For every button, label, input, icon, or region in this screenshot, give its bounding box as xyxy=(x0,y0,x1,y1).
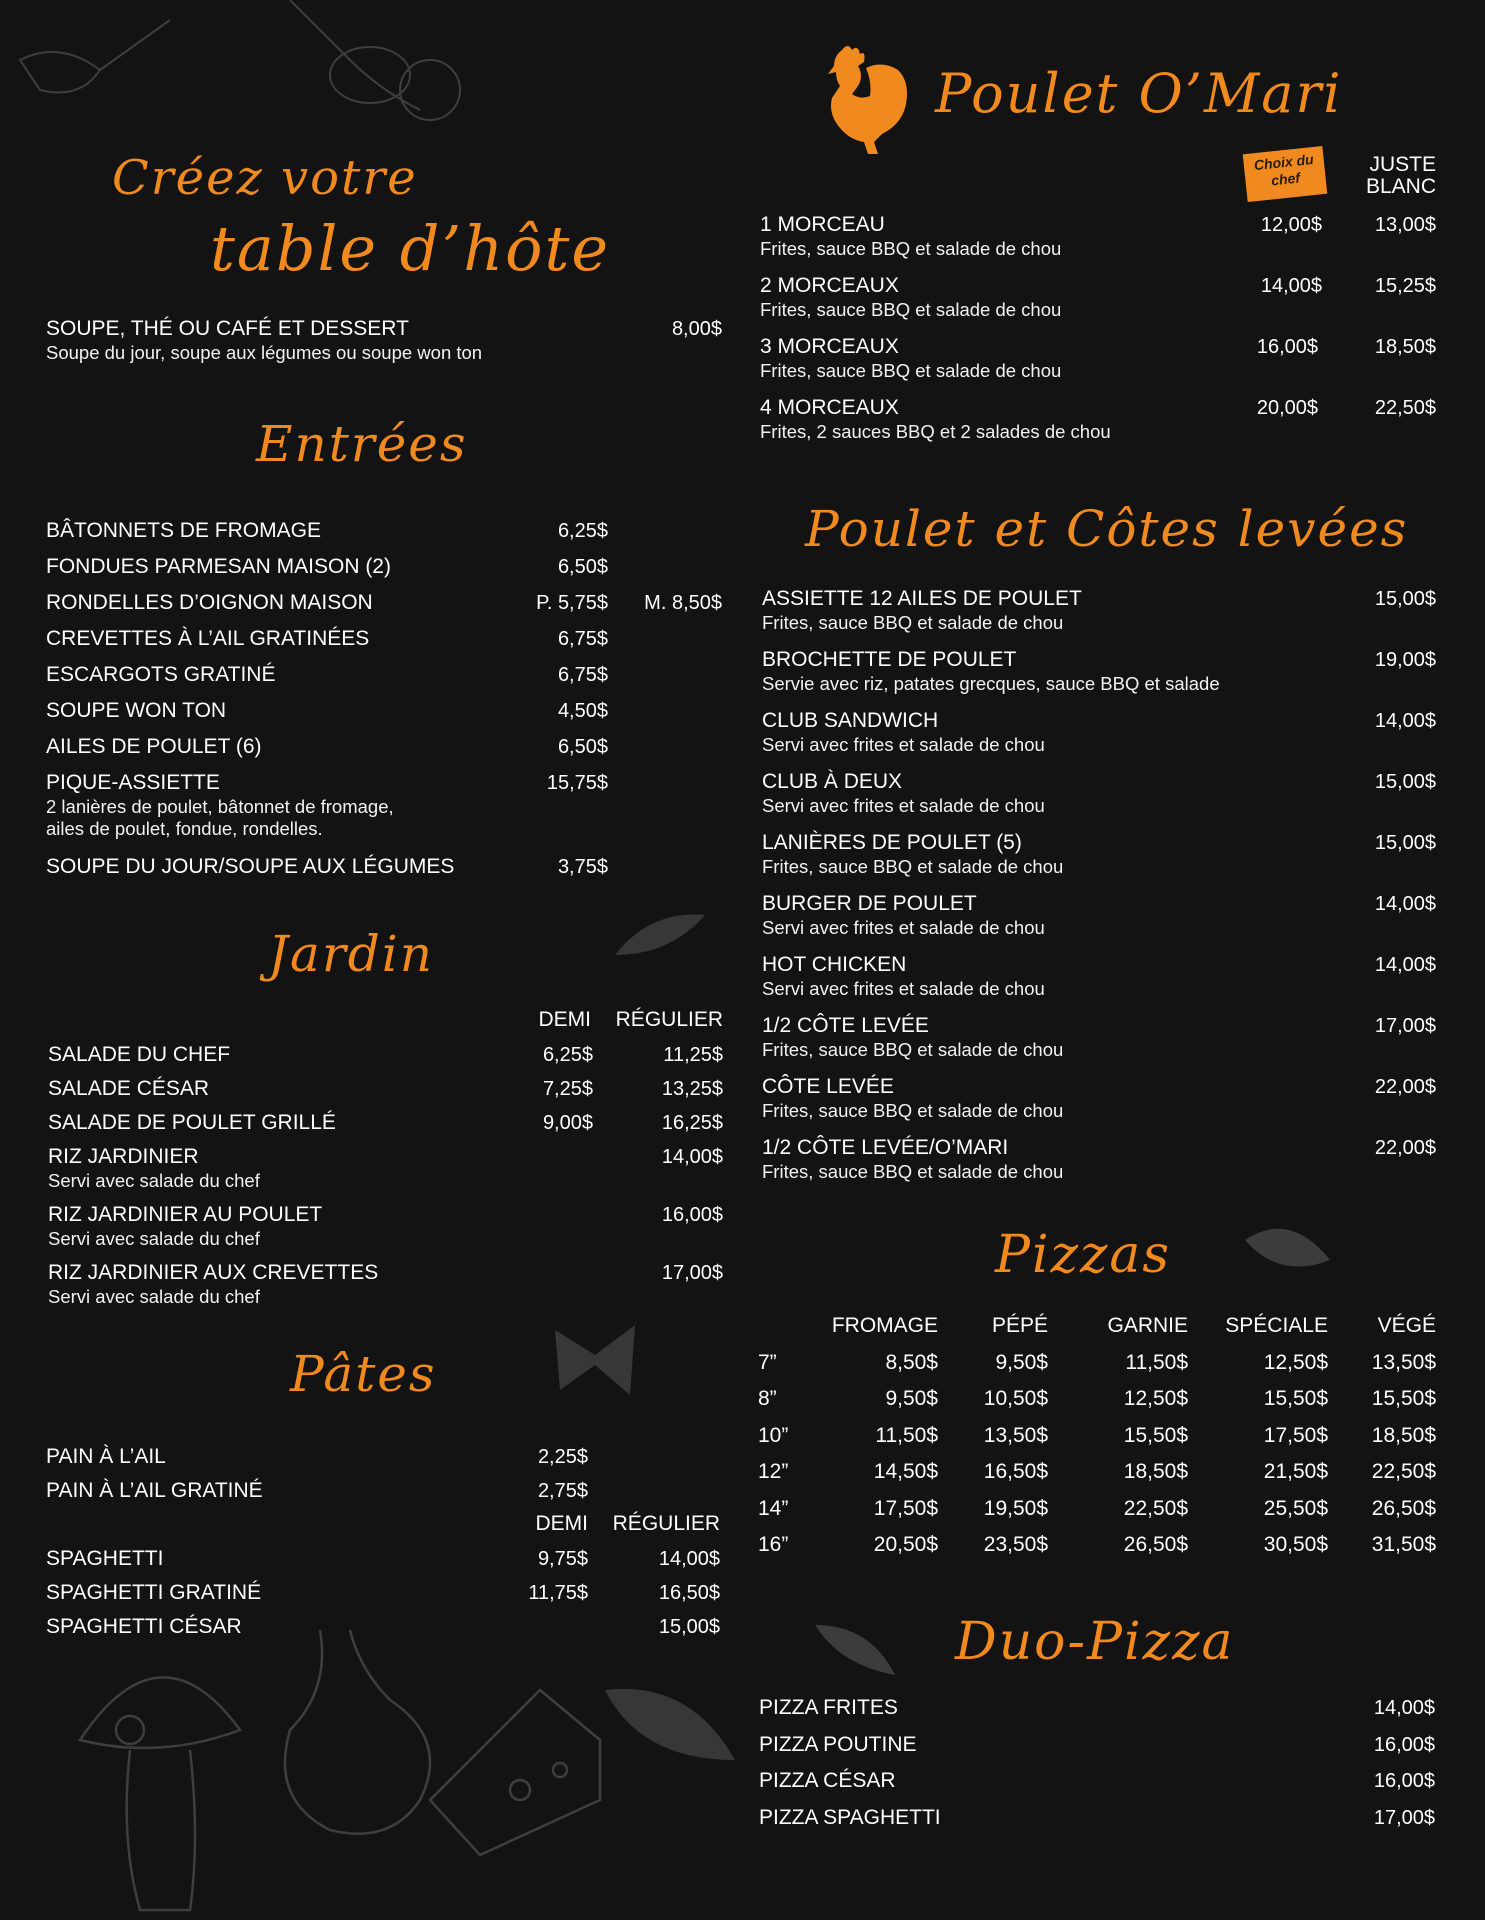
pizza-price: 22,50$ xyxy=(1371,1460,1436,1484)
leaf-icon xyxy=(610,910,710,960)
list-item xyxy=(48,1202,723,1260)
item-price-blanc: 13,00$ xyxy=(1374,214,1436,236)
pizza-price: 17,50$ xyxy=(1263,1423,1328,1447)
pizza-price-table xyxy=(758,1308,1436,1564)
item-desc: Frites, sauce BBQ et salade de chou xyxy=(762,612,1064,633)
pizza-header-row xyxy=(758,1308,1436,1345)
item-price-regulier: 16,25$ xyxy=(661,1112,723,1134)
item-desc: Soupe du jour, soupe aux légumes ou soupe won ton xyxy=(46,342,483,363)
item-name: 3 MORCEAUX xyxy=(760,335,899,358)
entrees-title: Entrées xyxy=(256,415,468,473)
item-price-chef: 16,00$ xyxy=(1256,336,1318,358)
item-name: BURGER DE POULET xyxy=(762,892,977,915)
col-juste: JUSTE xyxy=(1369,153,1436,176)
item-name: PIZZA CÉSAR xyxy=(759,1769,896,1792)
poulet-cotes-title: Poulet et Côtes levées xyxy=(805,500,1409,558)
pizza-price: 18,50$ xyxy=(1123,1460,1188,1484)
list-item xyxy=(48,1110,723,1144)
list-item xyxy=(762,586,1436,647)
item-name: FONDUES PARMESAN MAISON (2) xyxy=(46,555,391,578)
list-item xyxy=(46,518,722,554)
item-price: 14,00$ xyxy=(1374,710,1436,732)
col-demi: DEMI xyxy=(535,1512,588,1535)
item-name: SALADE DU CHEF xyxy=(48,1043,231,1066)
list-item xyxy=(48,1144,723,1202)
pizza-price: 26,50$ xyxy=(1371,1496,1436,1520)
item-price: 2,75$ xyxy=(537,1480,588,1502)
item-name: SALADE DE POULET GRILLÉ xyxy=(48,1111,336,1134)
item-price-regulier: 16,00$ xyxy=(661,1204,723,1226)
item-price: 4,50$ xyxy=(557,700,608,722)
list-item xyxy=(759,1805,1435,1842)
item-name: SPAGHETTI CÉSAR xyxy=(46,1615,242,1638)
pizza-size: 16” xyxy=(758,1533,789,1557)
pizza-price: 20,50$ xyxy=(873,1533,938,1557)
list-item xyxy=(46,626,722,662)
item-name: 1 MORCEAU xyxy=(760,213,885,236)
item-price-blanc: 22,50$ xyxy=(1374,397,1436,419)
item-price: 14,00$ xyxy=(1374,954,1436,976)
item-price: 22,00$ xyxy=(1374,1137,1436,1159)
item-name: ESCARGOTS GRATINÉ xyxy=(46,663,276,686)
list-item xyxy=(762,1013,1436,1074)
item-name: PIQUE-ASSIETTE xyxy=(46,771,220,794)
pizza-price: 30,50$ xyxy=(1263,1533,1328,1557)
item-name: BÂTONNETS DE FROMAGE xyxy=(46,519,321,542)
item-name: SOUPE, THÉ OU CAFÉ ET DESSERT xyxy=(46,317,409,340)
item-desc: Frites, sauce BBQ et salade de chou xyxy=(762,1100,1064,1121)
item-price: 22,00$ xyxy=(1374,1076,1436,1098)
item-desc: 2 lanières de poulet, bâtonnet de fromage, xyxy=(46,796,394,817)
item-name: RONDELLES D’OIGNON MAISON xyxy=(46,591,373,614)
col-pepe: PÉPÉ xyxy=(991,1314,1048,1338)
col-regulier: RÉGULIER xyxy=(615,1008,723,1031)
pizza-price: 17,50$ xyxy=(873,1496,938,1520)
list-item xyxy=(46,1444,720,1478)
item-name: 1/2 CÔTE LEVÉE xyxy=(762,1014,929,1037)
item-price-chef: 20,00$ xyxy=(1256,397,1318,419)
col-vege: VÉGÉ xyxy=(1377,1314,1436,1338)
pizza-size: 14” xyxy=(758,1496,789,1520)
pizza-price: 15,50$ xyxy=(1123,1423,1188,1447)
item-price-regulier: 15,00$ xyxy=(658,1616,720,1638)
list-item xyxy=(762,647,1436,708)
item-price: 6,50$ xyxy=(557,736,608,758)
item-price-demi: 9,00$ xyxy=(542,1112,593,1134)
item-name: CLUB À DEUX xyxy=(762,770,903,793)
pizza-size: 10” xyxy=(758,1423,789,1447)
pizza-price: 9,50$ xyxy=(995,1350,1048,1374)
pizza-price: 26,50$ xyxy=(1123,1533,1188,1557)
list-item xyxy=(46,1478,720,1512)
item-name: SALADE CÉSAR xyxy=(48,1077,210,1100)
list-item xyxy=(762,1135,1436,1196)
pizza-price: 12,50$ xyxy=(1123,1387,1188,1411)
list-item xyxy=(762,1074,1436,1135)
item-price: 6,25$ xyxy=(557,520,608,542)
col-fromage: FROMAGE xyxy=(831,1314,938,1338)
choix-du-chef-badge xyxy=(1243,146,1328,202)
item-price: 17,00$ xyxy=(1374,1015,1436,1037)
pizza-price: 11,50$ xyxy=(1125,1350,1188,1374)
item-price-regulier: 16,50$ xyxy=(658,1582,720,1604)
item-price: 3,75$ xyxy=(557,856,608,878)
item-name: CLUB SANDWICH xyxy=(762,709,939,732)
pizza-price: 15,50$ xyxy=(1371,1387,1436,1411)
item-price: 8,00$ xyxy=(671,318,722,340)
duo-pizza-title: Duo-Pizza xyxy=(955,1612,1235,1672)
item-desc: ailes de poulet, fondue, rondelles. xyxy=(46,818,323,839)
item-desc: Frites, sauce BBQ et salade de chou xyxy=(760,238,1062,259)
item-name: SOUPE WON TON xyxy=(46,699,227,722)
list-item xyxy=(762,769,1436,830)
item-price: 14,00$ xyxy=(1373,1697,1435,1719)
pizza-size: 12” xyxy=(758,1460,789,1484)
leaf-icon xyxy=(810,1620,900,1680)
list-item xyxy=(760,395,1436,456)
item-name: CREVETTES À L’AIL GRATINÉES xyxy=(46,627,370,650)
pizza-size: 8” xyxy=(758,1387,777,1411)
item-desc: Servie avec riz, patates grecques, sauce BBQ et salade xyxy=(762,673,1220,694)
list-item xyxy=(760,273,1436,334)
list-item xyxy=(46,1546,720,1580)
item-price-regulier: 13,25$ xyxy=(661,1078,723,1100)
item-price: 6,75$ xyxy=(557,664,608,686)
list-item xyxy=(762,891,1436,952)
item-price-demi: 7,25$ xyxy=(542,1078,593,1100)
item-name: PAIN À L’AIL xyxy=(46,1445,166,1468)
list-item xyxy=(759,1768,1435,1805)
pizza-price: 8,50$ xyxy=(885,1350,938,1374)
item-desc: Servi avec frites et salade de chou xyxy=(762,978,1045,999)
item-price: 17,00$ xyxy=(1373,1806,1435,1829)
item-price-blanc: 15,25$ xyxy=(1374,275,1436,297)
item-name: LANIÈRES DE POULET (5) xyxy=(762,831,1022,854)
leaf-icon xyxy=(1240,1220,1335,1280)
list-item xyxy=(760,334,1436,395)
item-name: 2 MORCEAUX xyxy=(760,274,899,297)
list-item xyxy=(46,1580,720,1614)
item-price: 14,00$ xyxy=(1374,893,1436,915)
item-name: CÔTE LEVÉE xyxy=(762,1075,894,1098)
pates-title: Pâtes xyxy=(290,1345,437,1403)
poulet-omari-list xyxy=(760,212,1436,456)
item-price: 15,00$ xyxy=(1374,588,1436,610)
item-price: 15,00$ xyxy=(1374,832,1436,854)
pizza-price: 31,50$ xyxy=(1371,1533,1436,1557)
poulet-omari-title: Poulet O’Mari xyxy=(935,62,1343,125)
pizza-price: 11,50$ xyxy=(875,1423,938,1447)
poulet-cotes-list xyxy=(762,586,1436,1196)
pizza-price: 16,50$ xyxy=(983,1460,1048,1484)
item-price-blanc: 18,50$ xyxy=(1374,336,1436,358)
list-item xyxy=(46,698,722,734)
list-item xyxy=(46,734,722,770)
item-desc: Servi avec frites et salade de chou xyxy=(762,734,1045,755)
item-name: SPAGHETTI xyxy=(46,1547,164,1570)
pizza-price: 22,50$ xyxy=(1123,1496,1188,1520)
pizza-price: 9,50$ xyxy=(885,1387,938,1411)
pizza-price: 25,50$ xyxy=(1263,1496,1328,1520)
item-price: 6,75$ xyxy=(557,628,608,650)
badge-label: Choix du chef xyxy=(1253,150,1315,189)
item-desc: Frites, 2 sauces BBQ et 2 salades de chou xyxy=(760,421,1111,442)
entrees-list xyxy=(46,518,722,890)
list-item xyxy=(46,590,722,626)
item-desc: Servi avec salade du chef xyxy=(48,1228,260,1249)
list-item xyxy=(48,1076,723,1110)
pizza-price: 13,50$ xyxy=(983,1423,1048,1447)
pates-header xyxy=(46,1512,720,1546)
item-price-regulier: 17,00$ xyxy=(661,1262,723,1284)
item-price-demi: 9,75$ xyxy=(537,1548,588,1570)
list-item xyxy=(759,1732,1435,1769)
item-price-regulier: 11,25$ xyxy=(663,1044,723,1066)
list-item xyxy=(762,952,1436,1013)
table-row xyxy=(758,1527,1436,1564)
item-price: 19,00$ xyxy=(1374,649,1436,671)
jardin-header xyxy=(48,1008,723,1042)
item-price: 15,00$ xyxy=(1374,771,1436,793)
item-price-demi: 11,75$ xyxy=(528,1582,588,1604)
list-item xyxy=(46,1614,720,1648)
cheese-sketch-icon xyxy=(420,1680,610,1860)
table-hote-title-line2: table d’hôte xyxy=(210,212,611,285)
pizza-price: 12,50$ xyxy=(1263,1350,1328,1374)
list-item xyxy=(48,1260,723,1318)
item-price: P. 5,75$ xyxy=(536,592,608,614)
item-price-chef: 12,00$ xyxy=(1260,214,1322,236)
item-price-chef: 14,00$ xyxy=(1260,275,1322,297)
item-price: 15,75$ xyxy=(546,772,608,794)
utensils-sketch-icon xyxy=(0,0,470,140)
jardin-title: Jardin xyxy=(268,925,434,983)
item-name: AILES DE POULET (6) xyxy=(46,735,262,758)
pizza-price: 10,50$ xyxy=(983,1387,1048,1411)
item-desc: Frites, sauce BBQ et salade de chou xyxy=(762,1161,1064,1182)
col-demi: DEMI xyxy=(538,1008,591,1031)
mushroom-sketch-icon xyxy=(60,1620,260,1920)
leaf-icon xyxy=(600,1680,740,1770)
item-price: 2,25$ xyxy=(537,1446,588,1468)
list-item xyxy=(46,770,722,854)
item-name: RIZ JARDINIER AU POULET xyxy=(48,1203,323,1226)
pizza-price: 15,50$ xyxy=(1263,1387,1328,1411)
list-item xyxy=(760,212,1436,273)
item-name: SOUPE DU JOUR/SOUPE AUX LÉGUMES xyxy=(46,855,455,878)
item-name: HOT CHICKEN xyxy=(762,953,907,976)
pizza-price: 13,50$ xyxy=(1371,1350,1436,1374)
item-price-regulier: 14,00$ xyxy=(661,1146,723,1168)
pizza-price: 21,50$ xyxy=(1263,1460,1328,1484)
list-item xyxy=(46,662,722,698)
rooster-icon xyxy=(812,42,912,157)
item-name: PAIN À L’AIL GRATINÉ xyxy=(46,1479,263,1502)
item-desc: Frites, sauce BBQ et salade de chou xyxy=(762,1039,1064,1060)
item-price-demi: 6,25$ xyxy=(542,1044,593,1066)
pates-list xyxy=(46,1444,720,1648)
list-item xyxy=(46,854,722,890)
col-blanc: BLANC xyxy=(1365,175,1436,198)
col-juste-blanc xyxy=(1340,154,1436,198)
item-name: PIZZA POUTINE xyxy=(759,1732,917,1756)
col-regulier: RÉGULIER xyxy=(612,1512,720,1535)
item-price: 16,00$ xyxy=(1373,1770,1435,1792)
item-desc: Frites, sauce BBQ et salade de chou xyxy=(762,856,1064,877)
col-speciale: SPÉCIALE xyxy=(1225,1314,1328,1338)
item-desc: Servi avec frites et salade de chou xyxy=(762,795,1045,816)
pizza-price: 14,50$ xyxy=(873,1460,938,1484)
table-row xyxy=(758,1454,1436,1491)
jardin-list xyxy=(48,1008,723,1318)
pizza-price: 23,50$ xyxy=(983,1533,1048,1557)
list-item xyxy=(762,830,1436,891)
item-name: PIZZA SPAGHETTI xyxy=(759,1805,941,1829)
table-row xyxy=(758,1381,1436,1418)
item-desc: Servi avec salade du chef xyxy=(48,1286,260,1307)
item-desc: Servi avec salade du chef xyxy=(48,1170,260,1191)
item-name: RIZ JARDINIER xyxy=(48,1145,199,1168)
item-price-medium: M. 8,50$ xyxy=(644,592,722,614)
pizza-price: 19,50$ xyxy=(983,1496,1048,1520)
item-name: RIZ JARDINIER AUX CREVETTES xyxy=(48,1261,379,1284)
pizzas-title: Pizzas xyxy=(995,1225,1172,1285)
pizza-price: 18,50$ xyxy=(1371,1423,1436,1447)
item-desc: Frites, sauce BBQ et salade de chou xyxy=(760,360,1062,381)
list-item xyxy=(759,1695,1435,1732)
item-desc: Servi avec frites et salade de chou xyxy=(762,917,1045,938)
table-hote-item xyxy=(46,316,722,364)
table-row xyxy=(758,1418,1436,1455)
item-name: ASSIETTE 12 AILES DE POULET xyxy=(762,587,1082,610)
pizza-size: 7” xyxy=(758,1350,777,1374)
item-desc: Frites, sauce BBQ et salade de chou xyxy=(760,299,1062,320)
list-item xyxy=(762,708,1436,769)
bowtie-pasta-icon xyxy=(550,1320,640,1400)
item-name: BROCHETTE DE POULET xyxy=(762,648,1017,671)
table-row xyxy=(758,1345,1436,1382)
list-item xyxy=(46,554,722,590)
item-name: SPAGHETTI GRATINÉ xyxy=(46,1581,262,1604)
table-hote-title-line1: Créez votre xyxy=(112,150,418,206)
item-name: 4 MORCEAUX xyxy=(760,396,899,419)
col-garnie: GARNIE xyxy=(1107,1314,1188,1338)
list-item xyxy=(48,1042,723,1076)
item-price: 16,00$ xyxy=(1373,1733,1435,1756)
item-price-regulier: 14,00$ xyxy=(658,1548,720,1570)
duo-pizza-list xyxy=(759,1695,1435,1841)
item-name: 1/2 CÔTE LEVÉE/O’MARI xyxy=(762,1136,1009,1159)
item-name: PIZZA FRITES xyxy=(759,1696,898,1719)
table-row xyxy=(758,1491,1436,1528)
item-price: 6,50$ xyxy=(557,556,608,578)
